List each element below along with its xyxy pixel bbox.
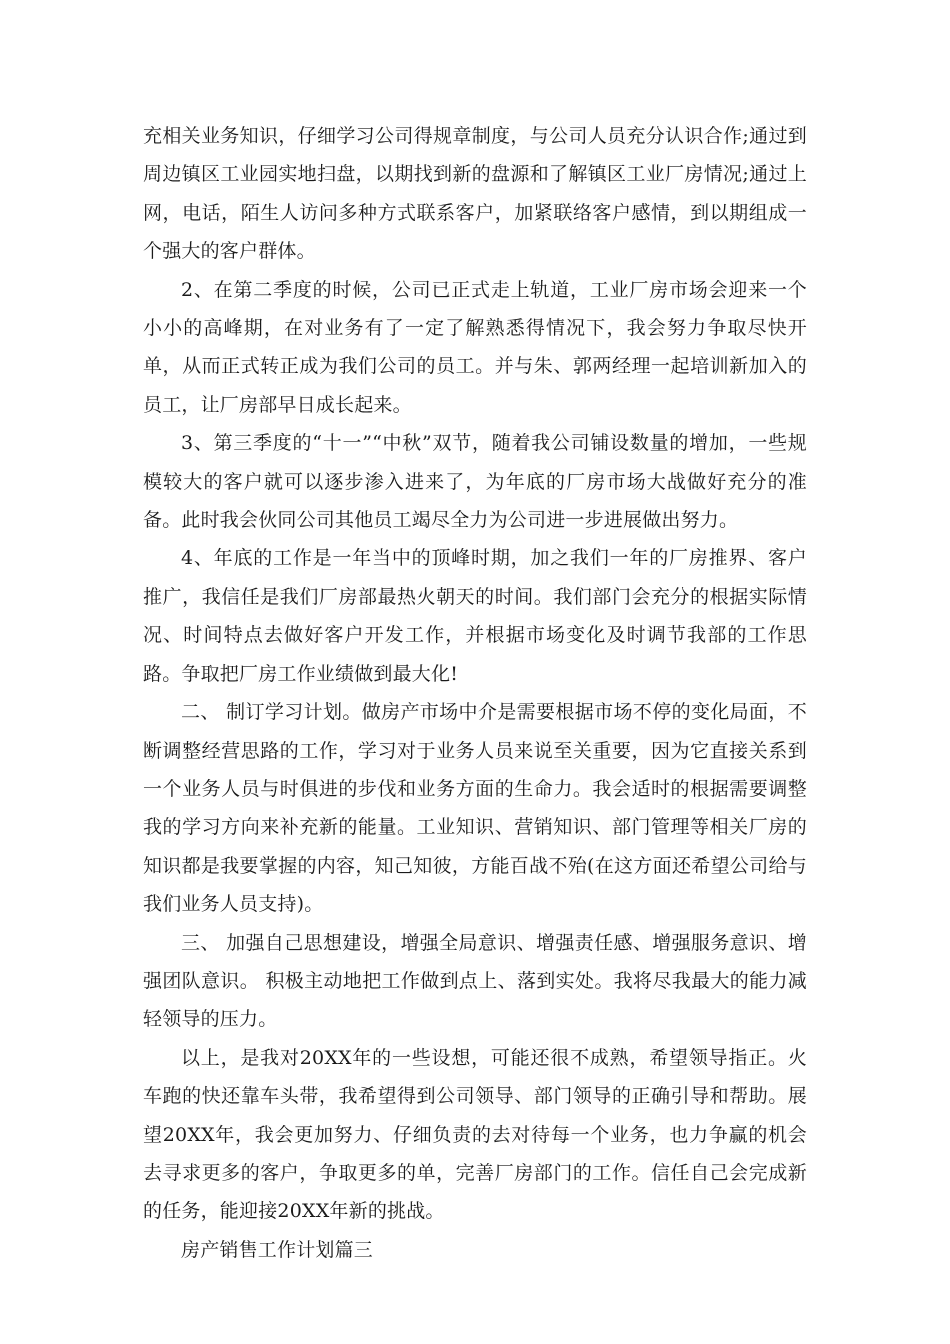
section-heading: 房产销售工作计划篇三 bbox=[181, 1238, 374, 1261]
paragraph-conclusion: 以上，是我对20XX年的一些设想，可能还很不成熟，希望领导指正。火车跑的快还靠车头带，我希望得到公司领导、部门领导的正确引导和帮助。展望20XX年，我会更加努力、仔细负责的去对待每一个业务，也力争赢的机会去寻求更多的客户，争取更多的单，完善厂房部门的工作。信任自己会完成新的任务，能迎接20XX年新的挑战。 bbox=[143, 1046, 807, 1223]
paragraph-study-plan: 二、 制订学习计划。做房产市场中介是需要根据市场不停的变化局面，不断调整经营思路的工作，学习对于业务人员来说至关重要，因为它直接关系到一个业务人员与时俱进的步伐和业务方面的生命力。我会适时的根据需要调整我的学习方向来补充新的能量。工业知识、营销知识、部门管理等相关厂房的知识都是我要掌握的内容，知己知彼，方能百战不殆(在这方面还希望公司给与我们业务人员支持)。 bbox=[143, 701, 807, 916]
paragraph-ideology: 三、 加强自己思想建设，增强全局意识、增强责任感、增强服务意识、增强团队意识。 积极主动地把工作做到点上、落到实处。我将尽我最大的能力减轻领导的压力。 bbox=[143, 931, 807, 1031]
paragraph-q4-plan: 4、年底的工作是一年当中的顶峰时期，加之我们一年的厂房推界、客户推广，我信任是我们厂房部最热火朝天的时间。我们部门会充分的根据实际情况、时间特点去做好客户开发工作，并根据市场变化及时调节我部的工作思路。争取把厂房工作业绩做到最大化! bbox=[143, 547, 807, 685]
paragraph-q3-plan: 3、第三季度的“十一”“中秋”双节，随着我公司铺设数量的增加，一些规模较大的客户就可以逐步渗入进来了，为年底的厂房市场大战做好充分的准备。此时我会伙同公司其他员工竭尽全力为公司进一步进展做出努力。 bbox=[143, 432, 807, 532]
paragraph-q2-plan: 2、在第二季度的时候，公司已正式走上轨道，工业厂房市场会迎来一个小小的高峰期，在对业务有了一定了解熟悉得情况下，我会努力争取尽快开单，从而正式转正成为我们公司的员工。并与朱、郭两经理一起培训新加入的员工，让厂房部早日成长起来。 bbox=[143, 278, 807, 416]
paragraph-continuation: 充相关业务知识，仔细学习公司得规章制度，与公司人员充分认识合作;通过到周边镇区工业园实地扫盘，以期找到新的盘源和了解镇区工业厂房情况;通过上网，电话，陌生人访问多种方式联系客户，加紧联络客户感情，到以期组成一个强大的客户群体。 bbox=[143, 125, 807, 263]
document-body bbox=[143, 117, 807, 1269]
